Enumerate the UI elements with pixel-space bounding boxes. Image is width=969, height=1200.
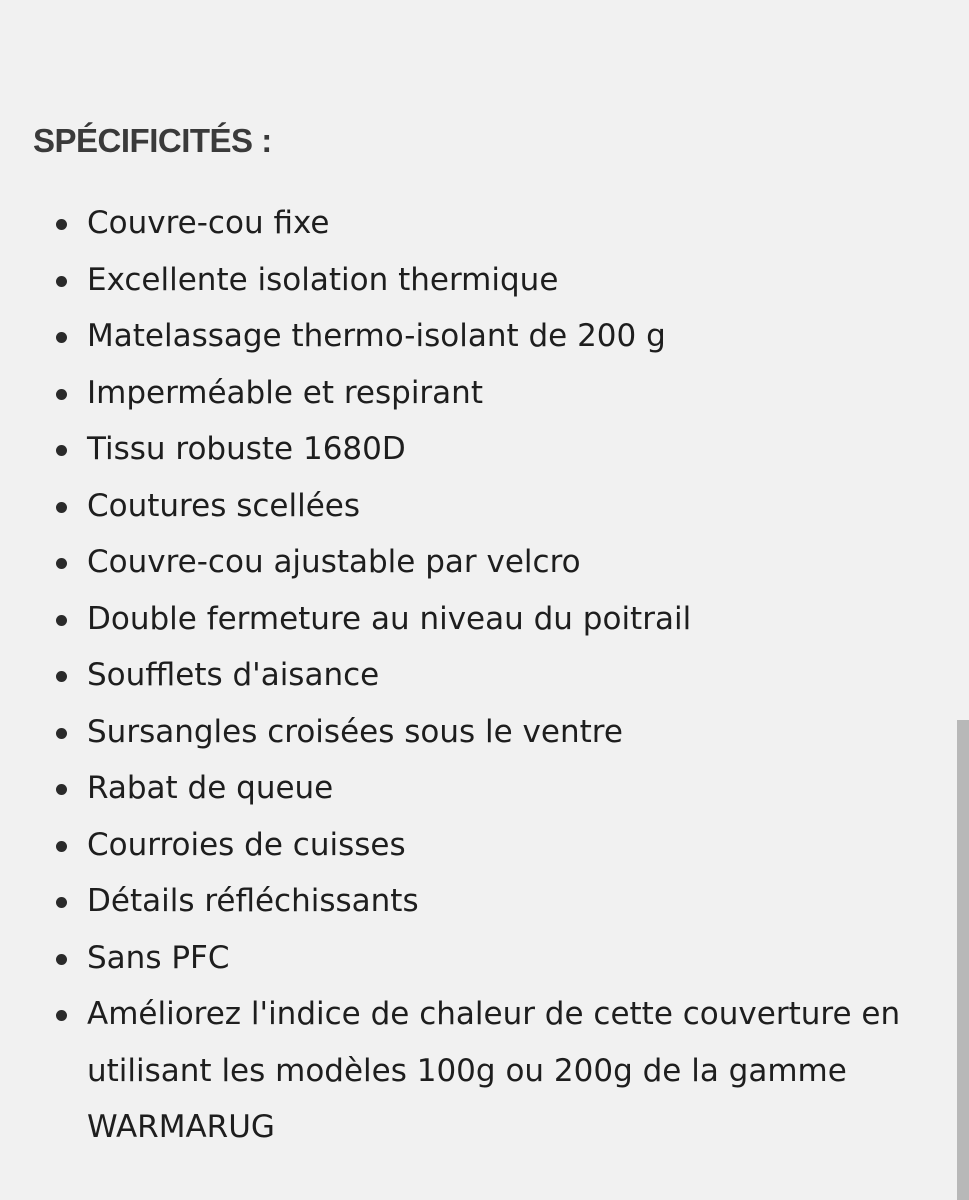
bullet-icon [56,897,67,908]
bullet-icon [56,841,67,852]
list-item [33,986,943,1156]
bullet-icon [56,954,67,965]
list-item [33,817,943,874]
bullet-icon [56,671,67,682]
list-item [33,478,943,535]
list-item-text: Tissu robuste 1680D [87,431,406,467]
list-item [33,365,943,422]
list-item [33,421,943,478]
bullet-icon [56,558,67,569]
bullet-icon [56,445,67,456]
bullet-icon [56,502,67,513]
list-item [33,308,943,365]
bullet-icon [56,728,67,739]
scrollbar[interactable] [957,720,969,1200]
bullet-icon [56,276,67,287]
list-item-text: Sursangles croisées sous le ventre [87,713,623,750]
specifications-section [33,118,943,1156]
list-item-text: Imperméable et respirant [87,374,483,411]
bullet-icon [56,389,67,400]
list-item [33,252,943,309]
list-item [33,930,943,987]
list-item-text: Détails réfléchissants [87,883,419,919]
list-item-text: Excellente isolation thermique [87,261,559,298]
bullet-icon [56,615,67,626]
list-item [33,760,943,817]
list-item-text: Courroies de cuisses [87,826,406,863]
list-item-text: Coutures scellées [87,487,360,524]
list-item-text: Sans PFC [87,939,230,976]
list-item [33,647,943,704]
specifications-heading: SPÉCIFICITÉS : [33,122,272,159]
list-item-text: Couvre-cou ajustable par velcro [87,544,581,580]
list-item [33,534,943,591]
list-item-text: Double fermeture au niveau du poitrail [87,600,692,637]
list-item-text: Matelassage thermo-isolant de 200 g [87,318,666,354]
list-item [33,591,943,648]
bullet-icon [56,219,67,230]
list-item [33,704,943,761]
list-item-text: Couvre-cou fixe [87,205,330,241]
list-item-text: Améliorez l'indice de chaleur de cette couverture en utilisant les modèles 100g ou 200g de la gamme WARMARUG [87,996,901,1145]
list-item-text: Rabat de queue [87,770,334,806]
bullet-icon [56,1010,67,1021]
bullet-icon [56,332,67,343]
list-item [33,873,943,930]
bullet-icon [56,784,67,795]
list-item-text: Soufflets d'aisance [87,657,380,693]
specifications-list [33,195,943,1156]
list-item [33,195,943,252]
